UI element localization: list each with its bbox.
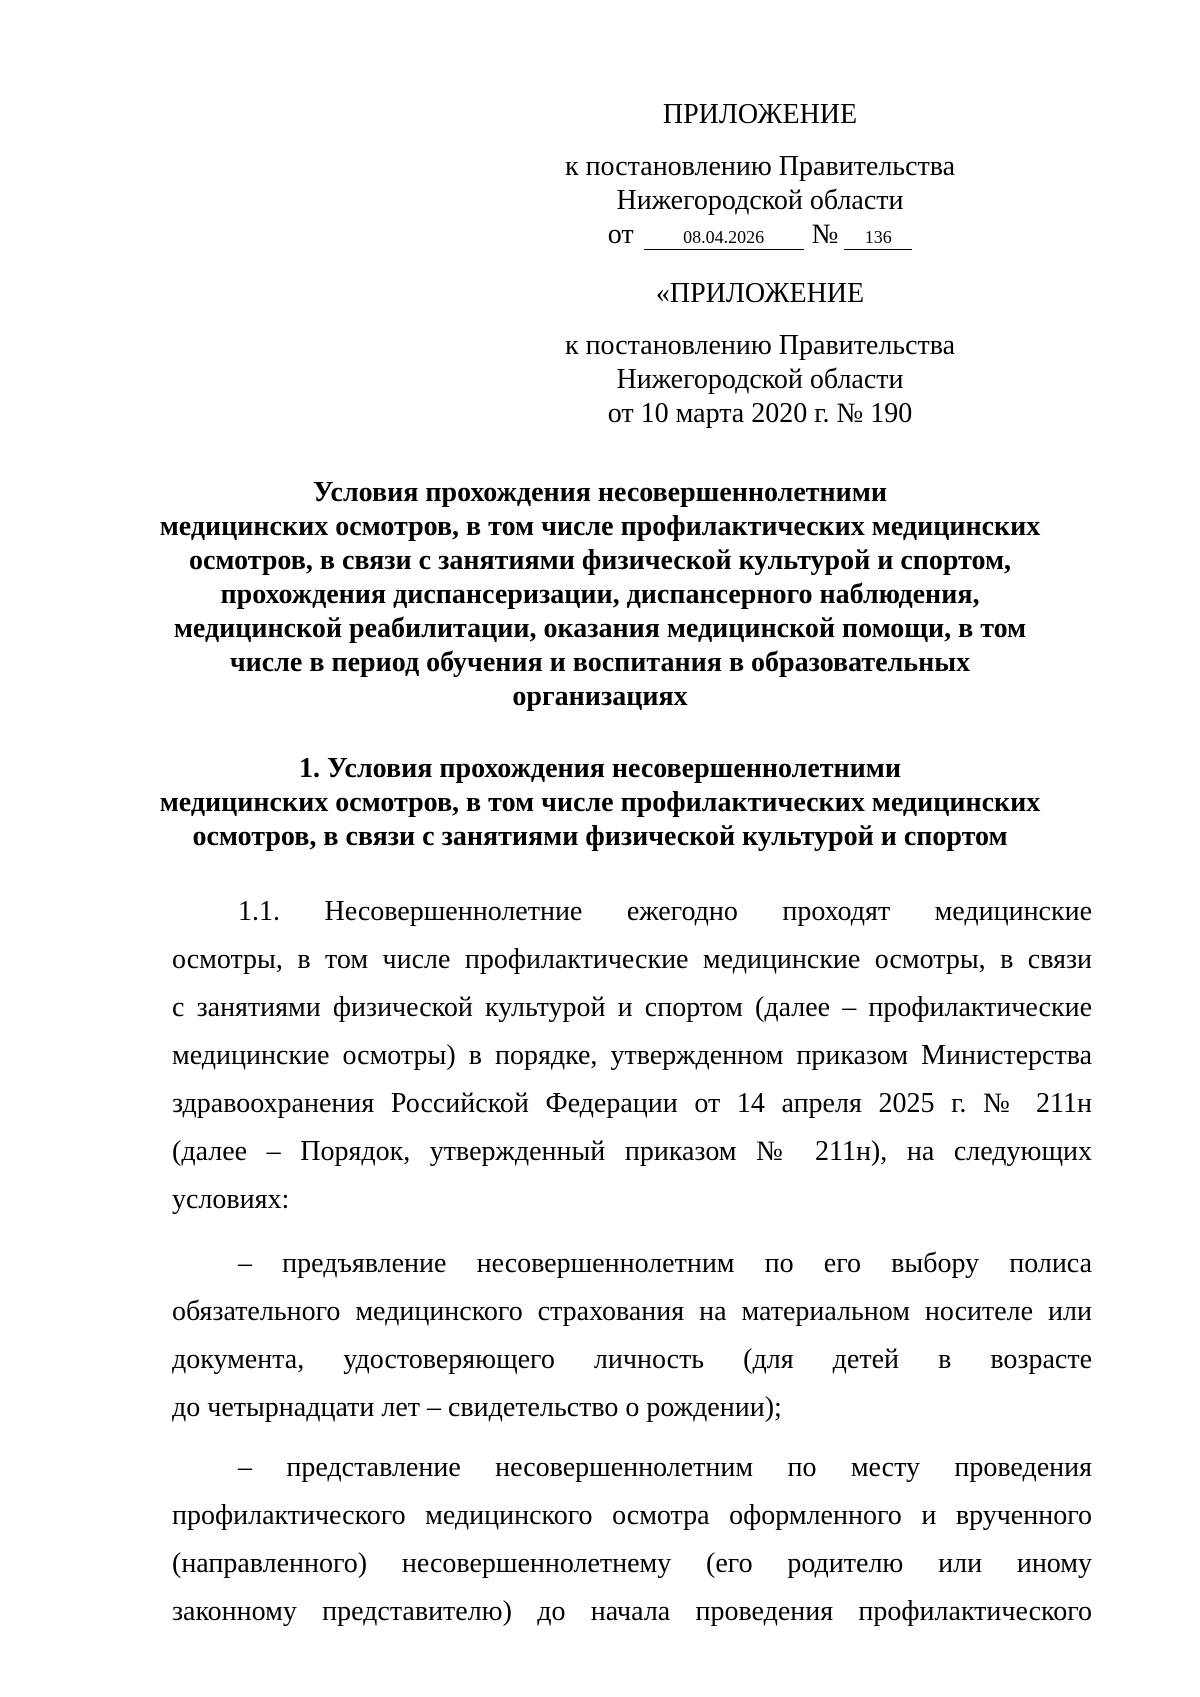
title-line: числе в период обучения и воспитания в образовательных [229, 647, 971, 678]
paragraph-line: 1.1. Несовершеннолетние ежегодно проходят медицинские [238, 896, 1092, 927]
section-title-line: 1. Условия прохождения несовершеннолетними [299, 753, 901, 784]
bullet-item [172, 1240, 1092, 1432]
paragraph-line: с занятиями физической культурой и спортом (далее – профилактические [172, 992, 1092, 1023]
section-title-line: медицинских осмотров, в том числе профилактических медицинских [159, 787, 1041, 818]
bullet-line: документа, удостоверяющего личность (для детей в возрасте [172, 1344, 1092, 1375]
bullet-line: обязательного медицинского страхования на материальном носителе или [172, 1296, 1092, 1327]
title-line: медицинской реабилитации, оказания медицинской помощи, в том [173, 613, 1027, 644]
title-line: организациях [512, 681, 688, 712]
number-label: № [811, 219, 839, 250]
original-annex-line: к постановлению Правительства [564, 330, 956, 361]
original-annex-line: Нижегородской области [616, 364, 904, 395]
bullet-line: законному представителю) до начала проведения профилактического [172, 1596, 1092, 1627]
bullet-line: профилактического медицинского осмотра оформленного и врученного [172, 1500, 1092, 1531]
annex-number: 136 [844, 225, 912, 250]
annex-heading: ПРИЛОЖЕНИЕ [662, 99, 858, 130]
annex-line: к постановлению Правительства [564, 151, 956, 182]
title-line: медицинских осмотров, в том числе профилактических медицинских [159, 511, 1041, 542]
original-annex-block [520, 277, 1000, 431]
bullet-line: (направленного) несовершеннолетнему (его родителю или иному [172, 1548, 1092, 1579]
bullet-item [172, 1444, 1092, 1636]
bullet-line: – предъявление несовершеннолетним по его выбору полиса [238, 1248, 1092, 1279]
original-annex-line: от 10 марта 2020 г. № 190 [607, 398, 913, 429]
paragraph-line: медицинские осмотры) в порядке, утвержденном приказом Министерства [172, 1040, 1092, 1071]
title-line: прохождения диспансеризации, диспансерного наблюдения, [220, 579, 980, 610]
paragraph-line: условиях: [172, 1184, 290, 1215]
bullet-line: до четырнадцати лет – свидетельство о рождении); [172, 1392, 782, 1423]
paragraph-line: здравоохранения Российской Федерации от 14 апреля 2025 г. № 211н [172, 1088, 1092, 1119]
annex-block [520, 98, 1000, 252]
annex-line: Нижегородской области [616, 185, 904, 216]
paragraph-line: (далее – Порядок, утвержденный приказом № 211н), на следующих [172, 1136, 1092, 1167]
title-line: осмотров, в связи с занятиями физической культурой и спортом, [188, 545, 1012, 576]
paragraph-1-1 [172, 888, 1092, 1224]
section-title [150, 752, 1050, 854]
bullet-line: – представление несовершеннолетним по месту проведения [238, 1452, 1092, 1483]
from-label: от [607, 219, 634, 250]
original-annex-heading: «ПРИЛОЖЕНИЕ [655, 278, 865, 309]
section-title-line: осмотров, в связи с занятиями физической культурой и спортом [192, 821, 1008, 852]
document-title [150, 476, 1050, 714]
annex-date-number-line [520, 218, 1000, 252]
annex-date: 08.04.2026 [644, 225, 804, 250]
title-line: Условия прохождения несовершеннолетними [313, 477, 887, 508]
paragraph-line: осмотры, в том числе профилактические медицинские осмотры, в связи [172, 944, 1092, 975]
